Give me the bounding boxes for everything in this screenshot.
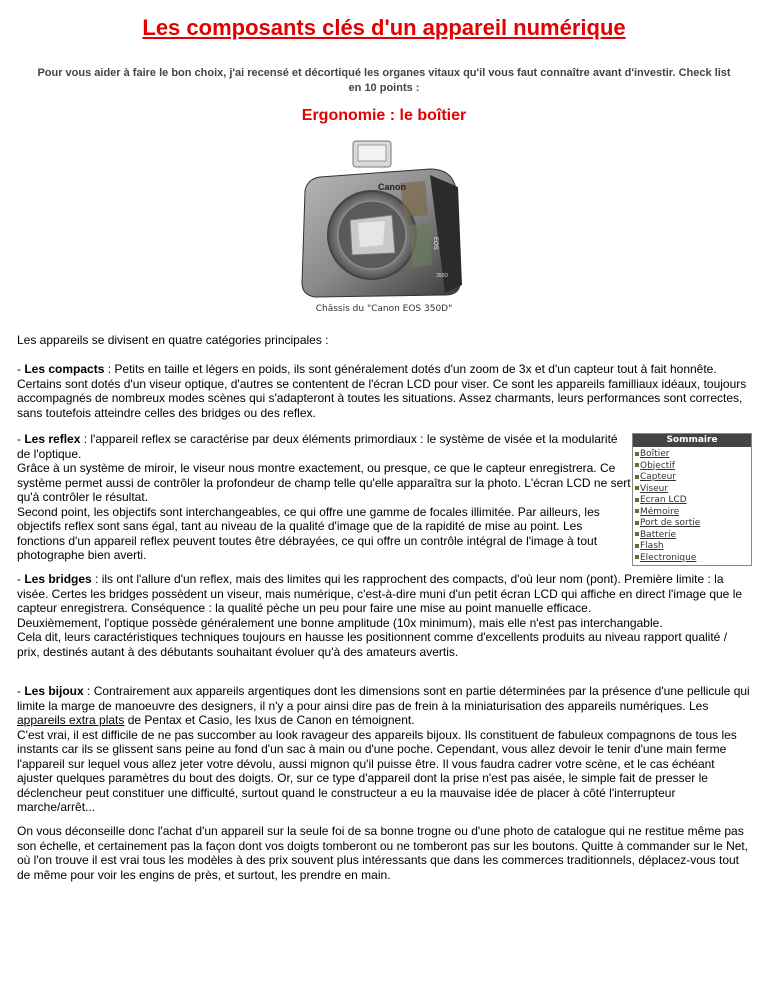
sommaire-item-batterie[interactable]: Batterie	[635, 530, 751, 542]
sommaire-item-flash[interactable]: Flash	[635, 541, 751, 553]
image-caption: Châssis du "Canon EOS 350D"	[315, 304, 453, 314]
section-title: Ergonomie : le boîtier	[301, 107, 467, 124]
sommaire-item-capteur[interactable]: Capteur	[635, 472, 751, 484]
extra-plats-link[interactable]: appareils extra plats	[17, 713, 125, 727]
paragraph-reflex: - Les reflex : l'appareil reflex se caractérise par deux éléments primordiaux : le système de visée et la modularité de l'optique. Grâce à un système de miroir, le viseur nous montre exactement, ou presque, ce que le capteur enregistrera. Ce système permet aussi de contrôler la profondeur de champ telle qu'elle apparaîtra sur la photo. L'écran LCD ne sert qu'à contrôler le résultat. Second point, les objectifs sont interchangeables, ce qui offre une gamme de focales illimitée. Par ailleurs, les objectifs reflex sont sans égal, tant au niveau de la qualité d'image que de la rapidité de mise au point. Les fonctions d'un appareil reflex peuvent toutes être débrayées, ce qui offre un contrôle intégral de l'image à tout photographe bien averti.	[17, 432, 631, 562]
bullet-icon	[635, 544, 639, 548]
bullet-icon	[635, 532, 639, 536]
bijoux-text-2: C'est vrai, il est difficile de ne pas succomber au look ravageur des appareils bijoux. Ils constituent de fabuleux compagnons de tous les instants car ils se glissent sans peine au fond d'un sac à main ou d'une poche. Cependant, vous allez devoir le tenir d'une main ferme l'appareil sur lequel vous allez jeter votre dévolu, aussi mignon qu'il puisse être. Il vous faudra cadrer votre scène, et le cas échéant ajuster quelques paramètres du bout des doigts. Or, sur ce type d'appareil dont la prise n'est pas aisée, le simple fait de presser le déclencheur peut constituer une difficulté, surtout quand le constructeur a eu la mauvaise idée de placer à côté l'interrupteur marche/arrêt...	[17, 727, 737, 814]
paragraph-bijoux: - Les bijoux : Contrairement aux appareils argentiques dont les dimensions sont en partie déterminées par la présence d'une pellicule qui limite la marge de manoeuvre des designers, il n'y a pour ainsi dire pas de frein à la miniaturisation des appareils numériques. Les appareils extra plats de Pentax et Casio, les Ixus de Canon en témoignent. C'est vrai, il est difficile de ne pas succomber au look ravageur des appareils bijoux. Ils constituent de fabuleux compagnons de tous les instants car ils se glissent sans peine au fond d'un sac à main ou d'une poche. Cependant, vous allez devoir le tenir d'une main ferme l'appareil sur lequel vous allez jeter votre dévolu, aussi mignon qu'il puisse être. Il vous faudra cadrer votre scène, et le cas échéant ajuster quelques paramètres du bout des doigts. Or, sur ce type d'appareil dont la prise n'est pas aisée, le simple fait de presser le déclencheur peut constituer une difficulté, surtout quand le constructeur a eu la mauvaise idée de placer à côté l'interrupteur marche/arrêt...	[17, 684, 750, 814]
sommaire-item-viseur[interactable]: Viseur	[635, 484, 751, 496]
term-bridges: Les bridges	[24, 572, 92, 586]
sommaire-list	[633, 447, 751, 565]
bridges-text-3: Cela dit, leurs caractéristiques techniques toujours en hausse les positionnent comme d'excellents produits au niveau rapport qualité / prix, destinés autant à des débutants souhaitant évoluer qu'à des amateurs avertis.	[17, 630, 728, 659]
sommaire-item-objectif[interactable]: Objectif	[635, 461, 751, 473]
intro-text: Pour vous aider à faire le bon choix, j'ai recensé et décortiqué les organes vitaux qu'il vous faut connaître avant d'investir. Check list en 10 points :	[37, 67, 731, 94]
bullet-icon	[635, 521, 639, 525]
reflex-text-3: Second point, les objectifs sont interchangeables, ce qui offre une gamme de focales illimitée. Par ailleurs, les objectifs reflex sont sans égal, tant au niveau de la qualité d'image que de la rapidité de mise au point. Les fonctions d'un appareil reflex peuvent toutes être débrayées, ce qui offre un contrôle intégral de l'image à tout photographe bien averti.	[17, 504, 600, 562]
bullet-icon	[635, 509, 639, 513]
compacts-text: : Petits en taille et légers en poids, ils sont généralement dotés d'un zoom de 3x et d'un capteur tout à fait honnête. Certains sont dotés d'un viseur optique, d'autres se contentent de l'écran LCD pour viser. Ce sont les appareils familliaux idéaux, toujours accompagnés de nombreux modes scènes qui s'adapteront à toutes les situations. Assez charmants, leurs performances sont correctes, sans toutefois atteindre celles des bridges ou des reflex.	[17, 362, 747, 420]
bullet-icon	[635, 475, 639, 479]
bullet-icon	[635, 463, 639, 467]
bridges-text: : ils ont l'allure d'un reflex, mais des limites qui les rapprochent des compacts, d'où leur nom (pont). Première limite : la visée. Certes les bridges possèdent un viseur, mais numérique, c'est-à-dire muni d'un petit écran LCD qui affiche en direct l'image que le capteur enregistrera. Conséquence : la qualité pèche un peu pour faire une mise au point manuelle efficace.	[17, 572, 743, 615]
sommaire-title: Sommaire	[633, 434, 751, 447]
bullet-icon	[635, 452, 639, 456]
sommaire-item-ecran-lcd[interactable]: Ecran LCD	[635, 495, 751, 507]
bullet-icon	[635, 486, 639, 490]
sommaire-box	[632, 433, 752, 566]
camera-cutaway-image	[280, 135, 480, 305]
sommaire-item-port-de-sortie[interactable]: Port de sortie	[635, 518, 751, 530]
term-bijoux: Les bijoux	[24, 684, 84, 698]
bijoux-text: : Contrairement aux appareils argentiques dont les dimensions sont en partie déterminées par la présence d'une pellicule qui limite la marge de manoeuvre des designers, il n'y a pour ainsi dire pas de frein à la miniaturisation des appareils numériques. Les	[17, 684, 750, 713]
sommaire-item-memoire[interactable]: Mémoire	[635, 507, 751, 519]
bullet-icon	[635, 555, 639, 559]
camera-badge-text: 350D	[436, 273, 448, 279]
camera-brand-text: Canon	[378, 182, 406, 192]
paragraph-bridges: - Les bridges : ils ont l'allure d'un reflex, mais des limites qui les rapprochent des compacts, d'où leur nom (pont). Première limite : la visée. Certes les bridges possèdent un viseur, mais numérique, c'est-à-dire muni d'un petit écran LCD qui affiche en direct l'image que le capteur enregistrera. Conséquence : la qualité pèche un peu pour faire une mise au point manuelle efficace. Deuxièmement, l'optique possède généralement une bonne amplitude (10x minimum), mais elle n'est pas interchangable. Cela dit, leurs caractéristiques techniques toujours en hausse les positionnent comme d'excellents produits au niveau rapport qualité / prix, destinés autant à des débutants souhaitant évoluer qu'à des amateurs avertis.	[17, 572, 743, 659]
page-title: Les composants clés d'un appareil numérique	[142, 15, 626, 40]
paragraph-conclusion: On vous déconseille donc l'achat d'un appareil sur la seule foi de sa bonne trogne ou d'une photo de catalogue qui ne restitue même pas son échelle, et certainement pas la façon dont vos doigts tomberont ou ne tomberont pas sur les boutons. Quitte à commander sur le Net, où l'on trouve il est vrai tous les modèles à des prix souvent plus intéressants que dans les commerces traditionnels, déplacez-vous tout de même pour voir les engins de près, et surtout, les prendre en main.	[17, 824, 749, 882]
bullet-icon	[635, 498, 639, 502]
reflex-text: : l'appareil reflex se caractérise par deux éléments primordiaux : le système de visée et la modularité de l'optique.	[17, 432, 618, 461]
term-compacts: Les compacts	[24, 362, 105, 376]
categories-intro: Les appareils se divisent en quatre catégories principales :	[17, 333, 329, 347]
paragraph-compacts: - Les compacts : Petits en taille et légers en poids, ils sont généralement dotés d'un zoom de 3x et d'un capteur tout à fait honnête. Certains sont dotés d'un viseur optique, d'autres se contentent de l'écran LCD pour viser. Ce sont les appareils familliaux idéaux, toujours accompagnés de nombreux modes scènes qui s'adapteront à toutes les situations. Assez charmants, leurs performances sont correctes, sans toutefois atteindre celles des bridges ou des reflex.	[17, 362, 747, 420]
bijoux-text-cont: de Pentax et Casio, les Ixus de Canon en témoignent.	[124, 713, 415, 727]
reflex-text-2: Grâce à un système de miroir, le viseur nous montre exactement, ou presque, ce que le capteur enregistrera. Ce système permet aussi de contrôler la profondeur de champ telle qu'elle apparaîtra sur la photo. L'écran LCD ne sert qu'à contrôler le résultat.	[17, 461, 631, 504]
sommaire-item-electronique[interactable]: Electronique	[635, 553, 751, 565]
bridges-text-2: Deuxièmement, l'optique possède généralement une bonne amplitude (10x minimum), mais elle n'est pas interchangable.	[17, 615, 663, 630]
term-reflex: Les reflex	[24, 432, 81, 446]
sommaire-item-boitier[interactable]: Boîtier	[635, 449, 751, 461]
camera-model-text: EOS	[432, 237, 438, 250]
